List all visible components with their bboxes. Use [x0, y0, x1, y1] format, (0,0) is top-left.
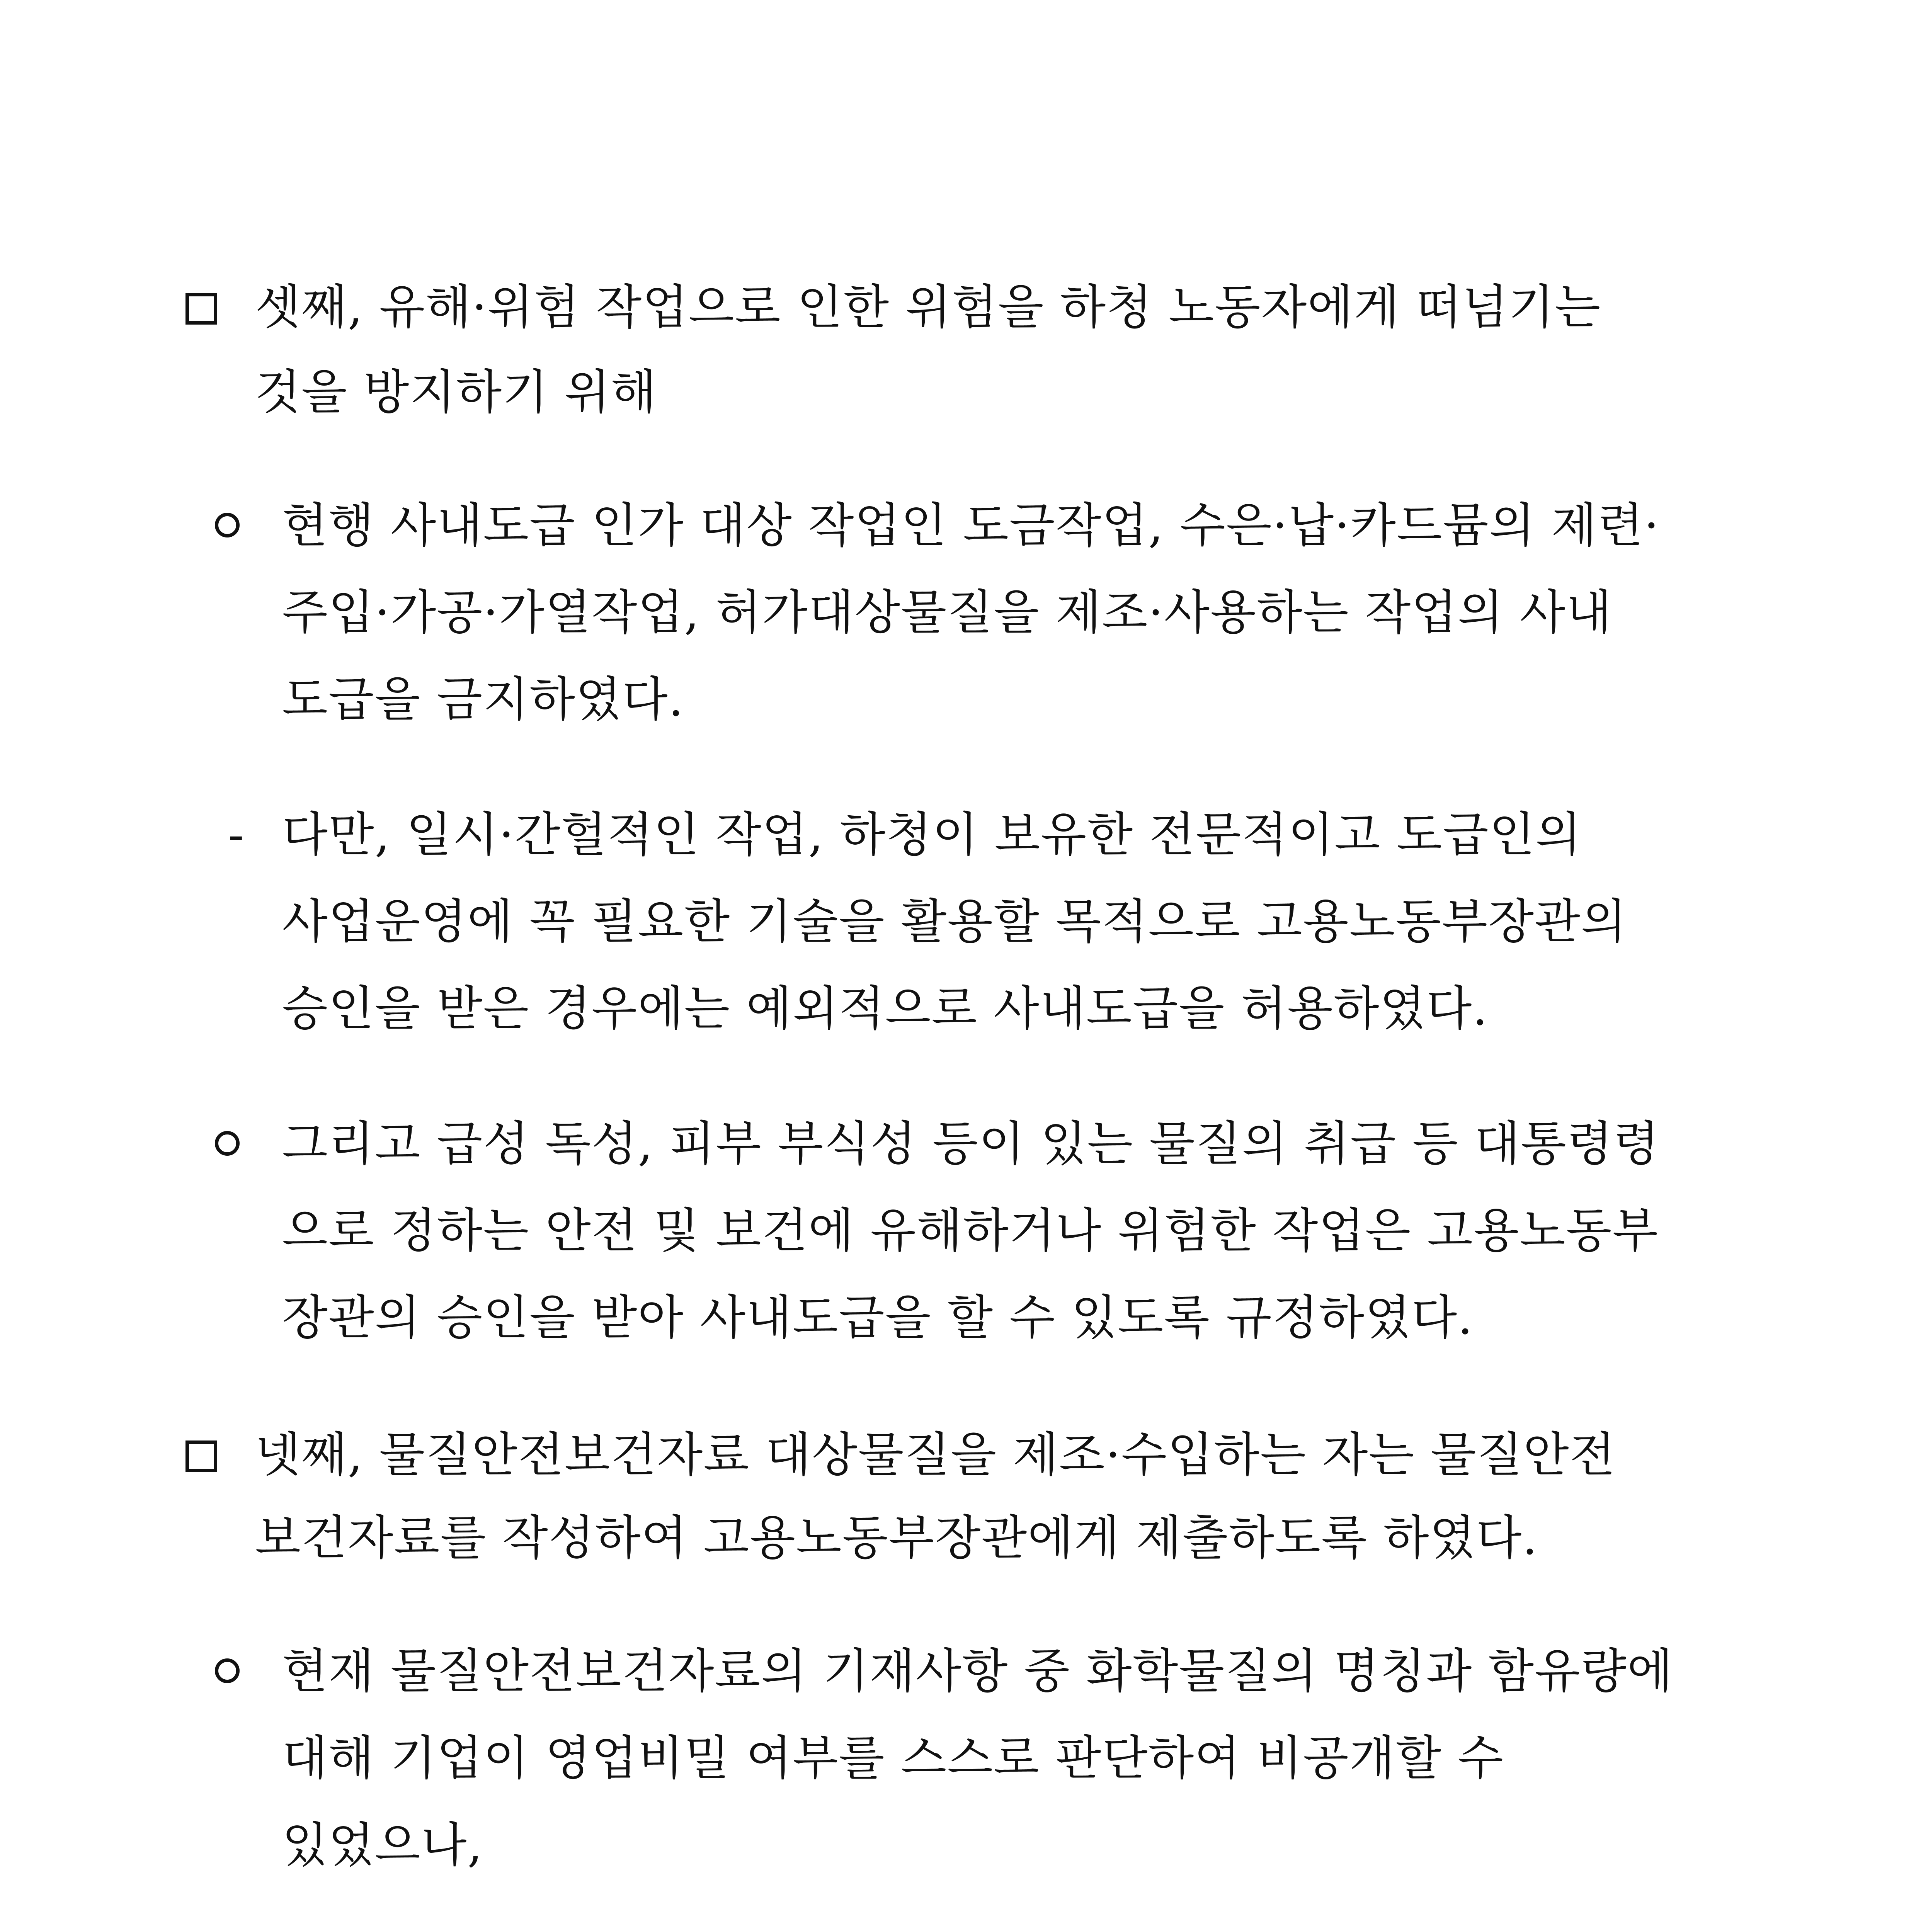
item-line: 도급을 금지하였다. [282, 672, 684, 727]
section-heading-line: 넷째, 물질안전보건자료 대상물질을 제조·수입하는 자는 물질안전 [255, 1427, 1616, 1482]
item-line: 대해 기업이 영업비밀 여부를 스스로 판단하여 비공개할 수 [282, 1731, 1504, 1786]
circle-bullet-icon [215, 1658, 240, 1683]
item-line: 현행 사내도급 인가 대상 작업인 도금작업, 수은·납·카드뮴의 제련· [282, 498, 1660, 553]
item-line: 그리고 급성 독성, 피부 부식성 등이 있는 물질의 취급 등 대통령령 [282, 1116, 1660, 1171]
item-line: 현재 물질안전보건자료의 기재사항 중 화학물질의 명칭과 함유량에 [282, 1644, 1674, 1699]
dash-bullet: - [228, 807, 244, 862]
section-heading-line: 보건자료를 작성하여 고용노동부장관에게 제출하도록 하였다. [255, 1510, 1538, 1565]
subitem-line: 사업운영에 꼭 필요한 기술을 활용할 목적으로 고용노동부장관의 [282, 894, 1627, 949]
item-line: 으로 정하는 안전 및 보건에 유해하거나 위험한 작업은 고용노동부 [282, 1203, 1659, 1258]
item-line: 주입·가공·가열작업, 허가대상물질을 제조·사용하는 작업의 사내 [282, 585, 1613, 640]
circle-bullet-icon [215, 513, 240, 537]
checkbox-square-icon [185, 293, 217, 325]
section-heading-line: 것을 방지하기 위해 [255, 365, 657, 420]
item-line: 있었으나, [282, 1818, 483, 1872]
subitem-line: 승인을 받은 경우에는 예외적으로 사내도급을 허용하였다. [282, 981, 1489, 1036]
item-line: 장관의 승인을 받아 사내도급을 할 수 있도록 규정하였다. [282, 1290, 1474, 1345]
subitem-line: 다만, 일시·간헐적인 작업, 하청이 보유한 전문적이고 도급인의 [282, 807, 1582, 862]
section-heading-line: 셋째, 유해·위험 작업으로 인한 위험을 하청 노동자에게 떠넘기는 [255, 280, 1601, 335]
circle-bullet-icon [215, 1131, 240, 1156]
checkbox-square-icon [185, 1440, 217, 1472]
